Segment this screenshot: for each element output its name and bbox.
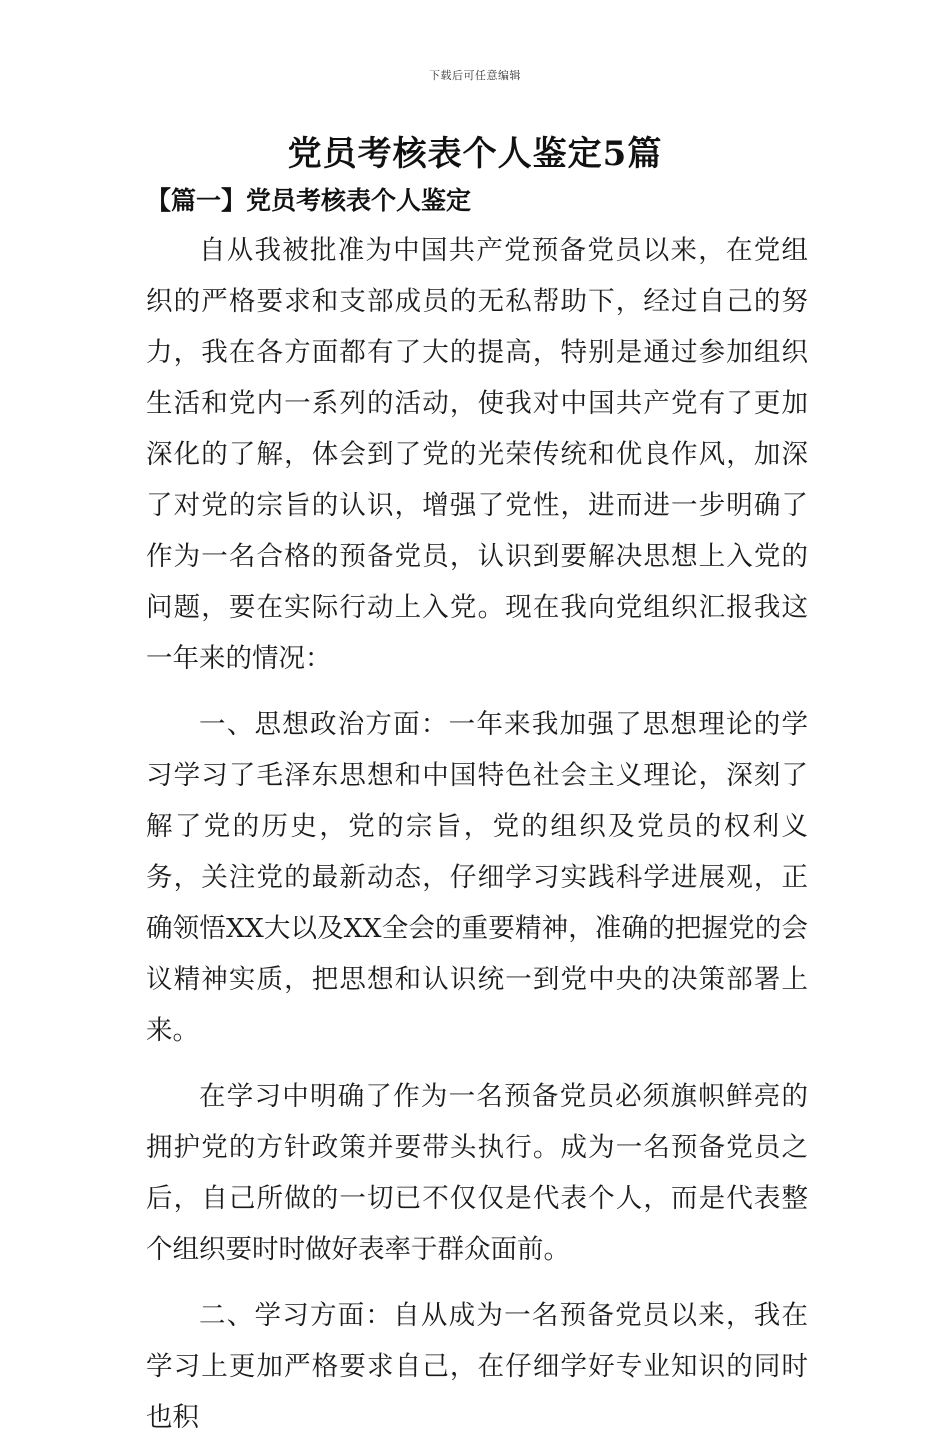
header-note: 下载后可任意编辑 bbox=[429, 69, 521, 82]
section-heading: 【篇一】党员考核表个人鉴定 bbox=[146, 186, 472, 215]
paragraph-study: 二、学习方面：自从成为一名预备党员以来，我在学习上更加严格要求自己，在仔细学好专业知识的同时也积 bbox=[146, 1300, 808, 1433]
paragraph-political-thought: 一、思想政治方面：一年来我加强了思想理论的学习学习了毛泽东思想和中国特色社会主义理论，深刻了解了党的历史，党的宗旨，党的组织及党员的权利义务，关注党的最新动态，仔细学习实践科学进展观，正确领悟XX大以及XX全会的重要精神，准确的把握党的会议精神实质，把思想和认识统一到党中央的决策部署上来。 bbox=[146, 709, 808, 1046]
document-body bbox=[146, 225, 808, 1443]
paragraph-intro: 自从我被批准为中国共产党预备党员以来，在党组织的严格要求和支部成员的无私帮助下，经过自己的努力，我在各方面都有了大的提高，特别是通过参加组织生活和党内一系列的活动，使我对中国共产党有了更加深化的了解，体会到了党的光荣传统和优良作风，加深了对党的宗旨的认识，增强了党性，进而进一步明确了作为一名合格的预备党员，认识到要解决思想上入党的问题，要在实际行动上入党。现在我向党组织汇报我这一年来的情况： bbox=[146, 235, 808, 674]
paragraph-party-policy: 在学习中明确了作为一名预备党员必须旗帜鲜亮的拥护党的方针政策并要带头执行。成为一名预备党员之后，自己所做的一切已不仅仅是代表个人，而是代表整个组织要时时做好表率于群众面前。 bbox=[146, 1081, 808, 1265]
document-title: 党员考核表个人鉴定5篇 bbox=[287, 134, 663, 174]
